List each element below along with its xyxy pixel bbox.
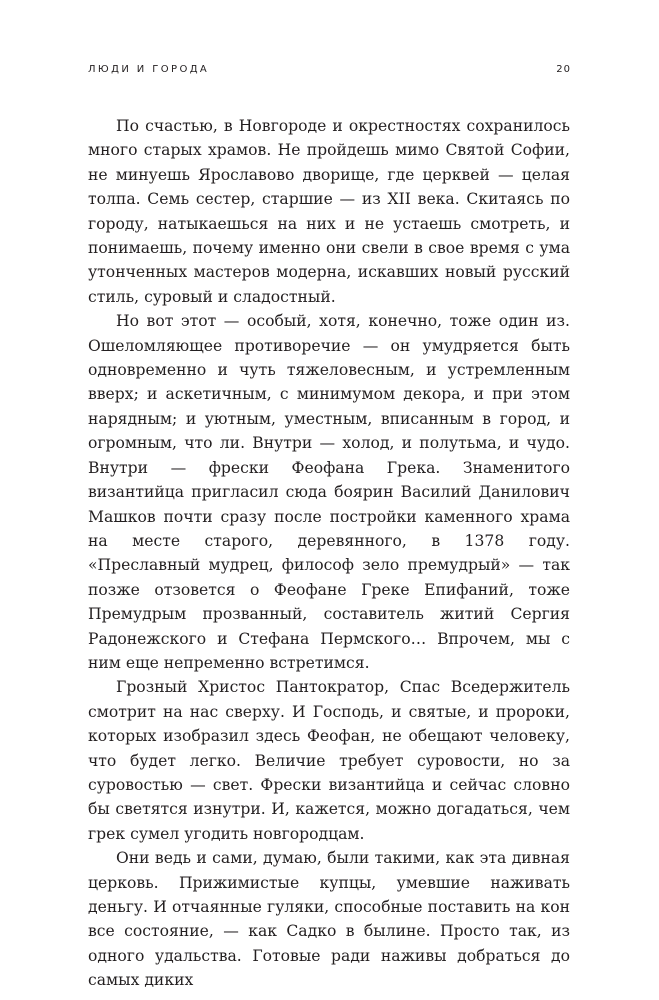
paragraph: По счастью, в Новгороде и окрестностях сохранилось много старых храмов. Не пройдешь мимо Святой Софии, не минуешь Ярославово дворище, где церквей — целая толпа. Семь сестер, старшие — из XII века. Скитаясь по городу, натыкаешься на них и не устаешь смотреть, и понимаешь, почему именно они свели в свое время с ума утонченных мастеров модерна, искавших новый русский стиль, суровый и сладостный. bbox=[88, 117, 570, 306]
running-head: ЛЮДИ И ГОРОДА bbox=[88, 64, 210, 75]
body-text bbox=[88, 114, 570, 993]
paragraph: Но вот этот — особый, хотя, конечно, тоже один из. Ошеломляющее противоречие — он умудряется быть одновременно и чуть тяжеловесным, и устремленным вверх; и аскетичным, с минимумом декора, и при этом нарядным; и уютным, уместным, вписанным в город, и огромным, что ли. Внутри — холод, и полутьма, и чудо. Внутри — фрески Феофана Грека. Знаменитого византийца пригласил сюда боярин Василий Данилович Машков почти сразу после постройки каменного храма на месте старого, деревянного, в 1378 году. «Преславный мудрец, философ зело премудрый» — так позже отзовется о Феофане Греке Епифаний, тоже Премудрым прозванный, составитель житий Сергия Радонежского и Стефана Пермского… Впрочем, мы с ним еще непременно встретимся. bbox=[88, 312, 570, 672]
paragraph: Они ведь и сами, думаю, были такими, как эта дивная церковь. Прижимистые купцы, умевшие наживать деньгу. И отчаянные гуляки, способные поставить на кон все состояние, — как Садко в былине. Просто так, из одного удальства. Готовые ради наживы добраться до самых диких bbox=[88, 849, 570, 990]
page-number: 20 bbox=[556, 64, 571, 75]
paragraph: Грозный Христос Пантократор, Спас Вседержитель смотрит на нас сверху. И Господь, и святые, и пророки, которых изобразил здесь Феофан, не обещают человеку, что будет легко. Величие требует суровости, но за суровостью — свет. Фрески византийца и сейчас словно бы светятся изнутри. И, кажется, можно догадаться, чем грек сумел угодить новгородцам. bbox=[88, 678, 570, 843]
